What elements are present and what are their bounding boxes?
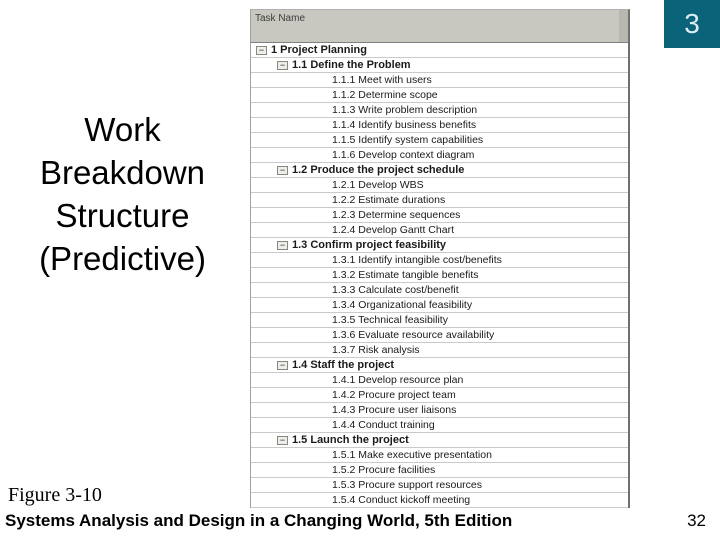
table-row [251, 418, 628, 433]
collapse-minus-icon: − [277, 241, 288, 250]
collapse-minus-icon: − [277, 361, 288, 370]
task-name-text: 1.4.4 Conduct training [332, 419, 435, 431]
table-row [251, 133, 628, 148]
task-name-text: 1.2.2 Estimate durations [332, 194, 446, 206]
task-name-text: 1.4 Staff the project [292, 359, 395, 371]
task-name-text: 1.5.4 Conduct kickoff meeting [332, 494, 471, 506]
task-name-text: 1.4.2 Procure project team [332, 389, 456, 401]
table-row [251, 73, 628, 88]
table-row [251, 253, 628, 268]
table-row [251, 193, 628, 208]
table-row [251, 148, 628, 163]
task-name-text: 1.3.1 Identify intangible cost/benefits [332, 254, 502, 266]
task-name-text: 1.1.2 Determine scope [332, 89, 438, 101]
table-row [251, 478, 628, 493]
table-row [251, 238, 628, 253]
table-row [251, 163, 628, 178]
table-row [251, 178, 628, 193]
table-row [251, 208, 628, 223]
task-name-text: 1.3.2 Estimate tangible benefits [332, 269, 479, 281]
task-name-text: 1.5.1 Make executive presentation [332, 449, 492, 461]
task-name-text: 1.1.1 Meet with users [332, 74, 432, 86]
task-name-text: 1.1 Define the Problem [292, 59, 411, 71]
task-name-text: 1.4.1 Develop resource plan [332, 374, 464, 386]
task-name-text: 1.2 Produce the project schedule [292, 164, 465, 176]
wbs-row-container [251, 43, 628, 508]
table-row [251, 88, 628, 103]
task-name-text: 1.5.2 Procure facilities [332, 464, 436, 476]
table-row [251, 373, 628, 388]
table-row [251, 298, 628, 313]
table-row [251, 358, 628, 373]
table-row [251, 328, 628, 343]
task-name-text: 1.2.3 Determine sequences [332, 209, 461, 221]
table-row [251, 313, 628, 328]
slide-title: Work Breakdown Structure (Predictive) [39, 111, 206, 277]
task-name-text: 1.3.5 Technical feasibility [332, 314, 448, 326]
table-row [251, 103, 628, 118]
table-row [251, 283, 628, 298]
slide-number-box [664, 0, 720, 48]
collapse-minus-icon: − [277, 166, 288, 175]
table-row [251, 58, 628, 73]
table-row [251, 343, 628, 358]
table-row [251, 463, 628, 478]
collapse-minus-icon: − [277, 61, 288, 70]
table-row [251, 268, 628, 283]
task-name-text: 1.3 Confirm project feasibility [292, 239, 447, 251]
task-name-text: 1.1.3 Write problem description [332, 104, 478, 116]
footer-book-title: Systems Analysis and Design in a Changing World, 5th Edition [5, 511, 513, 530]
table-row [251, 388, 628, 403]
task-name-text: 1.5 Launch the project [292, 434, 409, 446]
wbs-task-table [250, 9, 630, 508]
task-name-text: 1.4.3 Procure user liaisons [332, 404, 457, 416]
page-number: 32 [687, 511, 706, 530]
table-row [251, 493, 628, 508]
slide-number: 3 [684, 8, 700, 39]
figure-caption: Figure 3-10 [8, 484, 102, 506]
task-name-text: 1.1.4 Identify business benefits [332, 119, 477, 131]
table-row [251, 448, 628, 463]
task-name-text: 1.3.3 Calculate cost/benefit [332, 284, 459, 296]
task-name-text: 1.2.4 Develop Gantt Chart [332, 224, 454, 236]
table-row [251, 223, 628, 238]
task-name-text: 1 Project Planning [271, 44, 367, 56]
task-name-text: 1.1.6 Develop context diagram [332, 149, 475, 161]
collapse-minus-icon: − [277, 436, 288, 445]
task-name-text: 1.3.6 Evaluate resource availability [332, 329, 495, 341]
task-name-text: 1.3.4 Organizational feasibility [332, 299, 473, 311]
table-row [251, 433, 628, 448]
collapse-minus-icon: − [256, 46, 267, 55]
table-row [251, 118, 628, 133]
task-name-text: 1.2.1 Develop WBS [332, 179, 424, 191]
task-name-text: 1.3.7 Risk analysis [332, 344, 420, 356]
task-name-text: 1.5.3 Procure support resources [332, 479, 482, 491]
task-name-column-header: Task Name [251, 10, 628, 43]
task-name-text: 1.1.5 Identify system capabilities [332, 134, 484, 146]
table-row [251, 403, 628, 418]
table-row [251, 43, 628, 58]
